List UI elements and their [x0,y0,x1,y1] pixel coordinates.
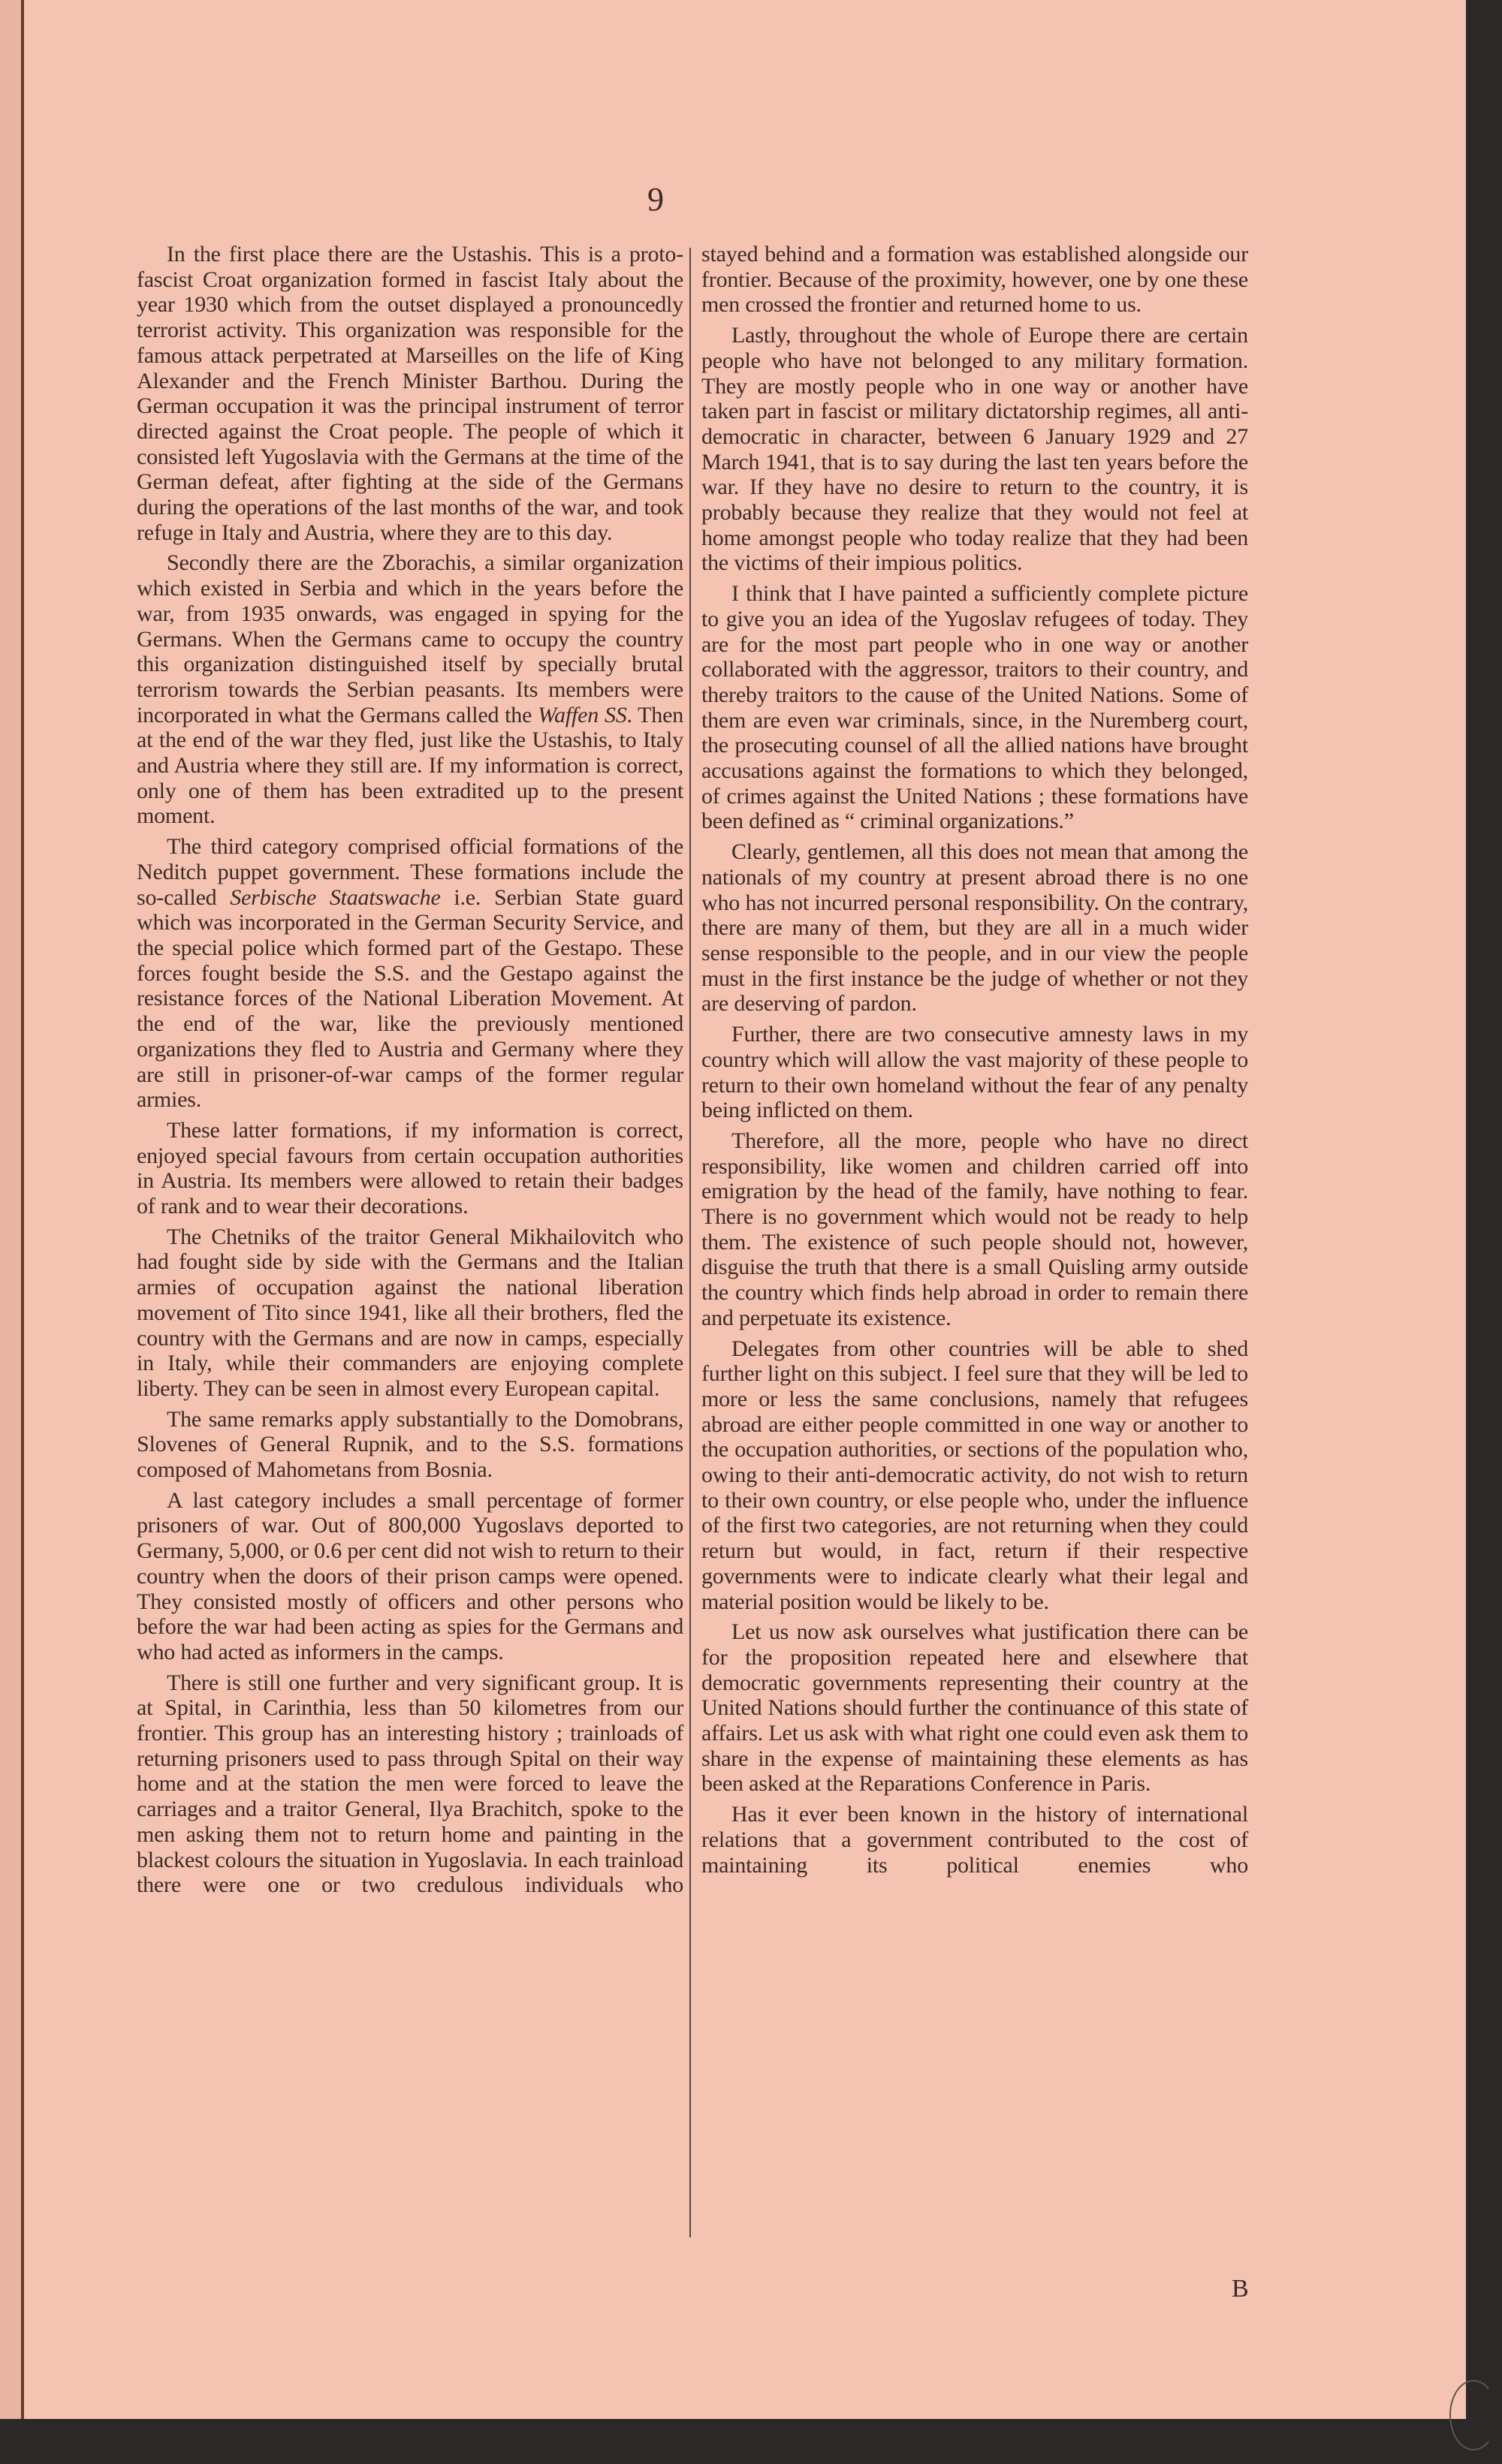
paragraph [137,834,683,1113]
paragraph-text: There is still one further and very significant group. It is at Spital, in Carinthia, less than 50 kilometres from our frontier. This group has an interesting history ; trainloads of returning prisoners used to pass through Spital on their way home and at the station the men were forced to leave the carriages and a traitor General, Ilya Brachitch, spoke to the men asking them not to return home and painting in the blackest colours the situation in Yugoslavia. In each trainload there were one or two credulous individuals who [137,1670,683,1898]
paragraph-text: The Chetniks of the traitor General Mikhailovitch who had fought side by side with the Germans and the Italian armies of occupation against the national liberation movement of Tito since 1941, like all their brothers, fled the country with the Germans and are now in camps, especially in Italy, while their commanders are enjoying complete liberty. They can be seen in almost every European capital. [137,1224,683,1401]
paper-curl-mark [1449,2380,1497,2450]
paragraph [701,581,1248,834]
paragraph-text: These latter formations, if my information is correct, enjoyed special favours from certain occupation authorities in Austria. Its members were allowed to retain their badges of rank and to wear their decorations. [137,1117,683,1219]
column-divider [689,248,691,2237]
paragraph-text: A last category includes a small percentage of former prisoners of war. Out of 800,000 Yugoslavs deported to Germany, 5,000, or 0.6 per cent did not wish to return to their country when the doors of their prison camps were opened. They consisted mostly of officers and other persons who before the war had been acting as spies for the Germans and who had acted as informers in the camps. [137,1487,683,1664]
paragraph [137,242,683,545]
paragraph [701,1128,1248,1331]
paragraph-text: i.e. Serbian State guard which was incorporated in the German Security Service, and the special police which formed part of the Gestapo. These forces fought beside the S.S. and the Gestapo against the resistance forces of the National Liberation Movement. At the end of the war, like the previously mentioned organizations they fled to Austria and Germany where they are still in prisoner-of-war camps of the former regular armies. [137,884,683,1113]
paragraph [701,1802,1248,1878]
paragraph-text: Secondly there are the Zborachis, a similar organization which existed in Serbia and which in the years before the war, from 1935 onwards, was engaged in spying for the Germans. When the Germans came to occupy the country this organization distinguished itself by specially brutal terrorism towards the Serbian peasants. Its members were incorporated in what the Germans called the [137,550,683,727]
paragraph [137,1488,683,1665]
paragraph-text: Therefore, all the more, people who have no direct responsibility, like women and children carried off into emigration by the head of the family, have nothing to fear. There is no government which would not be ready to help them. The existence of such people should not, however, disguise the truth that there is a small Quisling army outside the country which finds help abroad in order to remain there and perpetuate its existence. [701,1128,1248,1330]
paragraph-text: . Then at the end of the war they fled, just like the Ustashis, to Italy and Austria where they still are. If my information is correct, only one of them has been extradited up to the present moment. [137,702,684,829]
paragraph-text: Let us now ask ourselves what justification there can be for the proposition repeated here and elsewhere that democratic governments representing their country at the United Nations should further the continuance of this state of affairs. Let us ask with what right one could even ask them to share in the expense of maintaining these elements as has been asked at the Reparations Conference in Paris. [701,1619,1248,1797]
left-column [137,242,683,1903]
paragraph-text: In the first place there are the Ustashis. This is a proto-fascist Croat organization formed in fascist Italy about the year 1930 which from the outset displayed a pronouncedly terrorist activity. This organization was responsible for the famous attack perpetrated at Marseilles on the life of King Alexander and the French Minister Barthou. During the German occupation it was the principal instrument of terror directed against the Croat people. The people of which it consisted left Yugoslavia with the Germans at the time of the German defeat, after fighting at the side of the Germans during the operations of the last months of the war, and took refuge in Italy and Austria, where they are to this day. [137,242,683,545]
right-column [701,242,1248,1883]
paragraph-text: Delegates from other countries will be able to shed further light on this subject. I feel sure that they will be led to more or less the same conclusions, namely that refugees abroad are either people committed in one way or another to the occupation authorities, or sections of the population who, owing to their anti-democratic activity, do not wish to return to their own country, or else people who, under the influence of the first two categories, are not returning when they could return but would, in fact, return if their respective governments were to indicate clearly what their legal and material position would be likely to be. [701,1336,1248,1614]
page-number: 9 [647,181,664,218]
paragraph [701,1619,1248,1797]
paragraph [137,1118,683,1219]
paragraph-text: stayed behind and a formation was established alongside our frontier. Because of the proximity, however, one by one these men crossed the frontier and returned home to us. [701,242,1248,318]
paragraph [137,1407,683,1483]
paragraph [701,242,1248,318]
paragraph-text: Clearly, gentlemen, all this does not mean that among the nationals of my country at present abroad there is no one who has not incurred personal responsibility. On the contrary, there are many of them, but they are all in a much wider sense responsible to the people, and in our view the people must in the first instance be the judge of whether or not they are deserving of pardon. [701,839,1248,1017]
italic-text: Serbische Staatswache [230,884,441,910]
signature-mark: B [1232,2275,1249,2303]
paragraph-text: The same remarks apply substantially to the Domobrans, Slovenes of General Rupnik, and to the S.S. formations composed of Mahometans from Bosnia. [137,1406,683,1483]
paragraph-text: I think that I have painted a sufficiently complete picture to give you an idea of the Yugoslav refugees of today. They are for the most part people who in one way or another collaborated with the aggressor, traitors to their country, and thereby traitors to the cause of the United Nations. Some of them are even war criminals, since, in the Nuremberg court, the prosecuting counsel of all the allied nations have brought accusations against the formations to which they belonged, of crimes against the United Nations ; these formations have been defined as “ criminal organizations.” [701,581,1248,834]
paragraph [701,1022,1248,1123]
paragraph [701,839,1248,1017]
paragraph [137,1224,683,1402]
paragraph [137,1670,683,1898]
paragraph-text: Further, there are two consecutive amnesty laws in my country which will allow the vast majority of these people to return to their own homeland without the fear of any penalty being inflicted on them. [701,1022,1248,1123]
paragraph [701,1336,1248,1615]
binding-edge [0,0,24,2419]
paragraph-text: Lastly, throughout the whole of Europe there are certain people who have not belonged to any military formation. They are mostly people who in one way or another have taken part in fascist or military dictatorship regimes, all anti-democratic in character, between 6 January 1929 and 27 March 1941, that is to say during the last ten years before the war. If they have no desire to return to the country, it is probably because they realize that they would not feel at home amongst people who today realize that they had been the victims of their impious politics. [701,323,1248,576]
italic-text: Waffen SS [538,702,627,727]
paragraph [137,550,683,829]
paragraph [701,323,1248,576]
paragraph-text: Has it ever been known in the history of international relations that a government contributed to the cost of maintaining its political enemies who [701,1802,1248,1878]
paragraph-text: The third category comprised official formations of the Neditch puppet government. These formations include the so-called [137,834,683,910]
